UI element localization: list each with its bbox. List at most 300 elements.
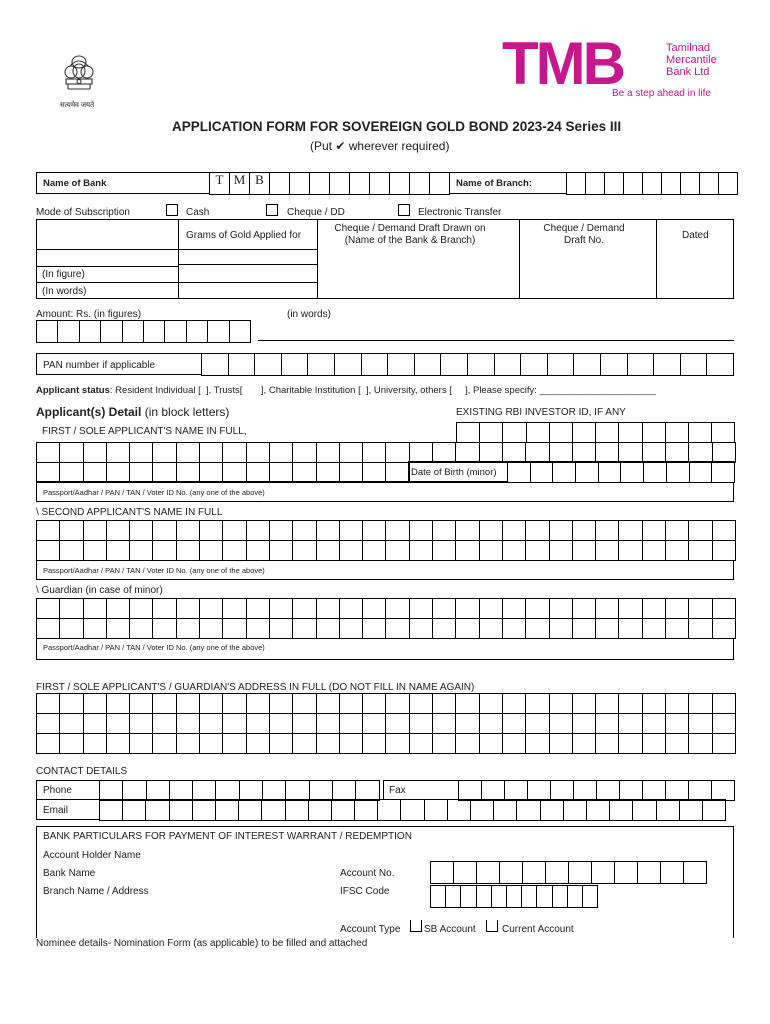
input-cell[interactable] bbox=[270, 462, 293, 482]
input-cell[interactable] bbox=[615, 862, 638, 884]
input-cell[interactable] bbox=[223, 734, 246, 754]
input-cell[interactable] bbox=[153, 443, 176, 463]
input-cell[interactable] bbox=[446, 886, 461, 908]
input-cell[interactable] bbox=[80, 321, 101, 343]
input-cell[interactable] bbox=[317, 694, 340, 714]
input-cell[interactable] bbox=[165, 321, 186, 343]
input-cell[interactable] bbox=[130, 521, 153, 541]
input-cell[interactable] bbox=[619, 541, 642, 561]
rbi-investor-id-grid[interactable] bbox=[456, 422, 735, 443]
input-cell[interactable] bbox=[308, 354, 335, 376]
input-cell[interactable] bbox=[240, 781, 263, 801]
input-cell[interactable] bbox=[666, 694, 689, 714]
input-cell[interactable] bbox=[666, 714, 689, 734]
input-cell[interactable] bbox=[526, 694, 549, 714]
input-cell[interactable] bbox=[526, 619, 549, 639]
input-cell[interactable] bbox=[130, 734, 153, 754]
input-cell[interactable] bbox=[643, 619, 666, 639]
input-cell[interactable] bbox=[719, 173, 738, 195]
input-cell[interactable] bbox=[340, 443, 363, 463]
input-cell[interactable] bbox=[522, 886, 537, 908]
input-cell[interactable] bbox=[247, 714, 270, 734]
input-cell[interactable] bbox=[503, 521, 526, 541]
current-account-checkbox[interactable] bbox=[486, 920, 498, 932]
input-cell[interactable] bbox=[503, 734, 526, 754]
input-cell[interactable] bbox=[363, 694, 386, 714]
input-cell[interactable] bbox=[624, 173, 643, 195]
input-cell[interactable] bbox=[282, 354, 309, 376]
input-cell[interactable] bbox=[666, 781, 689, 801]
input-cell[interactable] bbox=[527, 423, 550, 443]
input-cell[interactable] bbox=[459, 781, 482, 801]
input-cell[interactable] bbox=[293, 694, 316, 714]
input-cell[interactable] bbox=[573, 619, 596, 639]
input-cell[interactable] bbox=[574, 781, 597, 801]
input-cell[interactable] bbox=[37, 462, 60, 482]
input-cell[interactable] bbox=[712, 462, 735, 483]
input-cell[interactable] bbox=[123, 800, 146, 821]
input-cell[interactable] bbox=[386, 443, 409, 463]
input-cell[interactable] bbox=[223, 521, 246, 541]
input-cell[interactable] bbox=[550, 443, 573, 463]
input-cell[interactable] bbox=[689, 541, 712, 561]
input-cell[interactable] bbox=[482, 781, 505, 801]
input-cell[interactable] bbox=[247, 619, 270, 639]
input-cell[interactable] bbox=[457, 423, 480, 443]
input-cell[interactable] bbox=[37, 321, 58, 343]
input-cell[interactable] bbox=[433, 443, 456, 463]
address-grid[interactable] bbox=[36, 693, 736, 754]
input-cell[interactable] bbox=[107, 443, 130, 463]
input-cell[interactable] bbox=[84, 541, 107, 561]
input-cell[interactable] bbox=[317, 521, 340, 541]
account-no-grid[interactable] bbox=[430, 861, 707, 884]
input-cell[interactable] bbox=[480, 619, 503, 639]
input-cell[interactable] bbox=[230, 321, 251, 343]
input-cell[interactable] bbox=[666, 443, 689, 463]
input-cell[interactable] bbox=[666, 619, 689, 639]
input-cell[interactable] bbox=[643, 734, 666, 754]
input-cell[interactable] bbox=[553, 886, 568, 908]
input-cell[interactable] bbox=[601, 354, 628, 376]
input-cell[interactable] bbox=[503, 541, 526, 561]
input-cell[interactable] bbox=[508, 462, 531, 483]
input-cell[interactable] bbox=[553, 462, 576, 483]
input-cell[interactable] bbox=[433, 734, 456, 754]
input-cell[interactable] bbox=[255, 354, 282, 376]
input-cell[interactable] bbox=[247, 521, 270, 541]
input-cell[interactable] bbox=[216, 781, 239, 801]
input-cell[interactable] bbox=[410, 694, 433, 714]
input-cell[interactable] bbox=[666, 599, 689, 619]
input-cell[interactable] bbox=[177, 462, 200, 482]
input-cell[interactable] bbox=[60, 734, 83, 754]
input-cell[interactable] bbox=[386, 694, 409, 714]
input-cell[interactable] bbox=[84, 462, 107, 482]
input-cell[interactable] bbox=[703, 800, 726, 821]
input-cell[interactable] bbox=[333, 781, 356, 801]
input-cell[interactable] bbox=[317, 443, 340, 463]
input-cell[interactable] bbox=[293, 599, 316, 619]
input-cell[interactable] bbox=[37, 443, 60, 463]
input-cell[interactable] bbox=[177, 599, 200, 619]
input-cell[interactable] bbox=[177, 541, 200, 561]
input-cell[interactable] bbox=[638, 862, 661, 884]
input-cell[interactable] bbox=[170, 800, 193, 821]
input-cell[interactable] bbox=[84, 619, 107, 639]
first-applicant-name-grid-row2[interactable] bbox=[36, 462, 410, 482]
input-cell[interactable] bbox=[200, 714, 223, 734]
input-cell[interactable] bbox=[526, 714, 549, 734]
input-cell[interactable] bbox=[550, 734, 573, 754]
input-cell[interactable] bbox=[293, 443, 316, 463]
second-applicant-name-grid[interactable] bbox=[36, 520, 736, 561]
input-cell[interactable] bbox=[433, 714, 456, 734]
input-cell[interactable] bbox=[200, 694, 223, 714]
input-cell[interactable] bbox=[330, 173, 350, 195]
input-cell[interactable] bbox=[130, 599, 153, 619]
input-cell[interactable] bbox=[596, 734, 619, 754]
input-cell[interactable] bbox=[101, 321, 122, 343]
input-cell[interactable] bbox=[247, 734, 270, 754]
input-cell[interactable] bbox=[58, 321, 79, 343]
input-cell[interactable] bbox=[107, 599, 130, 619]
bank-code-cell[interactable]: B bbox=[250, 173, 270, 195]
input-cell[interactable] bbox=[153, 734, 176, 754]
input-cell[interactable] bbox=[208, 321, 229, 343]
input-cell[interactable] bbox=[500, 862, 523, 884]
input-cell[interactable] bbox=[107, 462, 130, 482]
input-cell[interactable] bbox=[431, 862, 454, 884]
input-cell[interactable] bbox=[643, 173, 662, 195]
input-cell[interactable] bbox=[662, 173, 681, 195]
input-cell[interactable] bbox=[573, 443, 596, 463]
input-cell[interactable] bbox=[619, 443, 642, 463]
input-cell[interactable] bbox=[573, 734, 596, 754]
input-cell[interactable] bbox=[471, 800, 494, 821]
input-cell[interactable] bbox=[456, 599, 479, 619]
input-cell[interactable] bbox=[270, 173, 290, 195]
input-cell[interactable] bbox=[340, 599, 363, 619]
input-cell[interactable] bbox=[247, 443, 270, 463]
input-cell[interactable] bbox=[680, 800, 703, 821]
input-cell[interactable] bbox=[568, 886, 583, 908]
input-cell[interactable] bbox=[270, 541, 293, 561]
input-cell[interactable] bbox=[480, 694, 503, 714]
input-cell[interactable] bbox=[309, 800, 332, 821]
branch-grid[interactable] bbox=[566, 172, 738, 195]
input-cell[interactable] bbox=[526, 541, 549, 561]
input-cell[interactable] bbox=[713, 694, 736, 714]
input-cell[interactable] bbox=[456, 694, 479, 714]
input-cell[interactable] bbox=[84, 599, 107, 619]
input-cell[interactable] bbox=[681, 173, 700, 195]
input-cell[interactable] bbox=[317, 714, 340, 734]
input-cell[interactable] bbox=[317, 462, 340, 482]
input-cell[interactable] bbox=[700, 173, 719, 195]
input-cell[interactable] bbox=[461, 886, 476, 908]
input-cell[interactable] bbox=[356, 781, 379, 801]
input-cell[interactable] bbox=[596, 714, 619, 734]
input-cell[interactable] bbox=[60, 521, 83, 541]
input-cell[interactable] bbox=[410, 541, 433, 561]
input-cell[interactable] bbox=[628, 354, 655, 376]
input-cell[interactable] bbox=[200, 599, 223, 619]
input-cell[interactable] bbox=[621, 462, 644, 483]
input-cell[interactable] bbox=[619, 734, 642, 754]
input-cell[interactable] bbox=[567, 173, 586, 195]
input-cell[interactable] bbox=[84, 714, 107, 734]
input-cell[interactable] bbox=[689, 734, 712, 754]
input-cell[interactable] bbox=[643, 521, 666, 541]
input-cell[interactable] bbox=[223, 619, 246, 639]
input-cell[interactable] bbox=[550, 714, 573, 734]
input-cell[interactable] bbox=[107, 619, 130, 639]
input-cell[interactable] bbox=[456, 619, 479, 639]
input-cell[interactable] bbox=[340, 694, 363, 714]
input-cell[interactable] bbox=[456, 734, 479, 754]
input-cell[interactable] bbox=[310, 173, 330, 195]
input-cell[interactable] bbox=[37, 541, 60, 561]
input-cell[interactable] bbox=[431, 886, 446, 908]
input-cell[interactable] bbox=[430, 173, 450, 195]
input-cell[interactable] bbox=[480, 521, 503, 541]
electronic-transfer-checkbox[interactable] bbox=[398, 204, 410, 216]
input-cell[interactable] bbox=[410, 443, 433, 463]
input-cell[interactable] bbox=[456, 714, 479, 734]
input-cell[interactable] bbox=[177, 734, 200, 754]
input-cell[interactable] bbox=[689, 521, 712, 541]
input-cell[interactable] bbox=[390, 173, 410, 195]
input-cell[interactable] bbox=[60, 443, 83, 463]
input-cell[interactable] bbox=[712, 423, 735, 443]
input-cell[interactable] bbox=[317, 599, 340, 619]
input-cell[interactable] bbox=[293, 734, 316, 754]
input-cell[interactable] bbox=[546, 862, 569, 884]
input-cell[interactable] bbox=[100, 800, 123, 821]
input-cell[interactable] bbox=[707, 354, 734, 376]
input-cell[interactable] bbox=[441, 354, 468, 376]
input-cell[interactable] bbox=[247, 462, 270, 482]
input-cell[interactable] bbox=[60, 619, 83, 639]
input-cell[interactable] bbox=[713, 443, 736, 463]
input-cell[interactable] bbox=[712, 781, 735, 801]
input-cell[interactable] bbox=[223, 443, 246, 463]
input-cell[interactable] bbox=[107, 541, 130, 561]
input-cell[interactable] bbox=[643, 541, 666, 561]
input-cell[interactable] bbox=[270, 443, 293, 463]
input-cell[interactable] bbox=[587, 800, 610, 821]
input-cell[interactable] bbox=[526, 599, 549, 619]
input-cell[interactable] bbox=[263, 781, 286, 801]
input-cell[interactable] bbox=[193, 781, 216, 801]
bank-code-cell[interactable]: T bbox=[210, 173, 230, 195]
input-cell[interactable] bbox=[644, 462, 667, 483]
input-cell[interactable] bbox=[177, 714, 200, 734]
input-cell[interactable] bbox=[270, 734, 293, 754]
input-cell[interactable] bbox=[456, 541, 479, 561]
input-cell[interactable] bbox=[270, 521, 293, 541]
input-cell[interactable] bbox=[666, 734, 689, 754]
input-cell[interactable] bbox=[477, 862, 500, 884]
input-cell[interactable] bbox=[177, 443, 200, 463]
input-cell[interactable] bbox=[386, 599, 409, 619]
input-cell[interactable] bbox=[448, 800, 471, 821]
input-cell[interactable] bbox=[37, 734, 60, 754]
input-cell[interactable] bbox=[573, 714, 596, 734]
input-cell[interactable] bbox=[596, 541, 619, 561]
input-cell[interactable] bbox=[386, 619, 409, 639]
input-cell[interactable] bbox=[619, 599, 642, 619]
input-cell[interactable] bbox=[286, 781, 309, 801]
input-cell[interactable] bbox=[107, 734, 130, 754]
input-cell[interactable] bbox=[177, 694, 200, 714]
input-cell[interactable] bbox=[410, 714, 433, 734]
input-cell[interactable] bbox=[177, 521, 200, 541]
input-cell[interactable] bbox=[526, 443, 549, 463]
input-cell[interactable] bbox=[583, 886, 598, 908]
input-cell[interactable] bbox=[37, 714, 60, 734]
input-cell[interactable] bbox=[503, 443, 526, 463]
input-cell[interactable] bbox=[223, 599, 246, 619]
input-cell[interactable] bbox=[689, 423, 712, 443]
input-cell[interactable] bbox=[480, 714, 503, 734]
input-cell[interactable] bbox=[340, 462, 363, 482]
input-cell[interactable] bbox=[177, 619, 200, 639]
input-cell[interactable] bbox=[550, 541, 573, 561]
input-cell[interactable] bbox=[363, 619, 386, 639]
input-cell[interactable] bbox=[456, 521, 479, 541]
input-cell[interactable] bbox=[586, 173, 605, 195]
input-cell[interactable] bbox=[433, 541, 456, 561]
input-cell[interactable] bbox=[340, 714, 363, 734]
input-cell[interactable] bbox=[599, 462, 622, 483]
input-cell[interactable] bbox=[689, 619, 712, 639]
input-cell[interactable] bbox=[689, 443, 712, 463]
input-cell[interactable] bbox=[619, 714, 642, 734]
input-cell[interactable] bbox=[550, 694, 573, 714]
pan-grid[interactable] bbox=[201, 353, 734, 376]
input-cell[interactable] bbox=[355, 800, 378, 821]
input-cell[interactable] bbox=[363, 714, 386, 734]
input-cell[interactable] bbox=[492, 886, 507, 908]
input-cell[interactable] bbox=[363, 443, 386, 463]
input-cell[interactable] bbox=[350, 173, 370, 195]
input-cell[interactable] bbox=[633, 800, 656, 821]
input-cell[interactable] bbox=[713, 541, 736, 561]
bank-code-cell[interactable]: M bbox=[230, 173, 250, 195]
input-cell[interactable] bbox=[507, 886, 522, 908]
input-cell[interactable] bbox=[130, 619, 153, 639]
input-cell[interactable] bbox=[480, 423, 503, 443]
input-cell[interactable] bbox=[503, 423, 526, 443]
input-cell[interactable] bbox=[153, 694, 176, 714]
input-cell[interactable] bbox=[503, 694, 526, 714]
input-cell[interactable] bbox=[643, 781, 666, 801]
input-cell[interactable] bbox=[153, 714, 176, 734]
input-cell[interactable] bbox=[262, 800, 285, 821]
input-cell[interactable] bbox=[200, 619, 223, 639]
input-cell[interactable] bbox=[550, 619, 573, 639]
input-cell[interactable] bbox=[363, 734, 386, 754]
input-cell[interactable] bbox=[433, 521, 456, 541]
input-cell[interactable] bbox=[363, 462, 386, 482]
input-cell[interactable] bbox=[123, 321, 144, 343]
input-cell[interactable] bbox=[223, 541, 246, 561]
amount-figures-grid[interactable] bbox=[36, 320, 251, 343]
input-cell[interactable] bbox=[147, 781, 170, 801]
input-cell[interactable] bbox=[541, 800, 564, 821]
input-cell[interactable] bbox=[573, 521, 596, 541]
input-cell[interactable] bbox=[293, 619, 316, 639]
input-cell[interactable] bbox=[526, 734, 549, 754]
input-cell[interactable] bbox=[433, 694, 456, 714]
dob-grid[interactable] bbox=[507, 461, 735, 483]
input-cell[interactable] bbox=[661, 862, 684, 884]
input-cell[interactable] bbox=[153, 521, 176, 541]
input-cell[interactable] bbox=[200, 521, 223, 541]
input-cell[interactable] bbox=[247, 541, 270, 561]
sb-account-checkbox[interactable] bbox=[410, 920, 422, 932]
input-cell[interactable] bbox=[643, 694, 666, 714]
input-cell[interactable] bbox=[270, 694, 293, 714]
input-cell[interactable] bbox=[153, 462, 176, 482]
input-cell[interactable] bbox=[153, 619, 176, 639]
input-cell[interactable] bbox=[386, 462, 409, 482]
input-cell[interactable] bbox=[388, 354, 415, 376]
input-cell[interactable] bbox=[60, 541, 83, 561]
input-cell[interactable] bbox=[317, 734, 340, 754]
input-cell[interactable] bbox=[107, 714, 130, 734]
input-cell[interactable] bbox=[200, 541, 223, 561]
guardian-name-grid[interactable] bbox=[36, 598, 736, 639]
input-cell[interactable] bbox=[681, 354, 708, 376]
input-cell[interactable] bbox=[610, 800, 633, 821]
input-cell[interactable] bbox=[270, 599, 293, 619]
input-cell[interactable] bbox=[713, 521, 736, 541]
input-cell[interactable] bbox=[340, 734, 363, 754]
input-cell[interactable] bbox=[223, 714, 246, 734]
input-cell[interactable] bbox=[550, 599, 573, 619]
input-cell[interactable] bbox=[666, 541, 689, 561]
phone-grid[interactable] bbox=[99, 780, 380, 801]
cash-checkbox[interactable] bbox=[166, 204, 178, 216]
input-cell[interactable] bbox=[494, 800, 517, 821]
input-cell[interactable] bbox=[573, 694, 596, 714]
input-cell[interactable] bbox=[480, 599, 503, 619]
input-cell[interactable] bbox=[550, 423, 573, 443]
input-cell[interactable] bbox=[200, 734, 223, 754]
input-cell[interactable] bbox=[202, 354, 229, 376]
input-cell[interactable] bbox=[37, 694, 60, 714]
input-cell[interactable] bbox=[574, 354, 601, 376]
input-cell[interactable] bbox=[200, 443, 223, 463]
fax-grid[interactable] bbox=[458, 780, 735, 801]
input-cell[interactable] bbox=[340, 541, 363, 561]
input-cell[interactable] bbox=[596, 423, 619, 443]
input-cell[interactable] bbox=[605, 173, 624, 195]
input-cell[interactable] bbox=[401, 800, 424, 821]
input-cell[interactable] bbox=[130, 443, 153, 463]
input-cell[interactable] bbox=[60, 694, 83, 714]
input-cell[interactable] bbox=[340, 619, 363, 639]
input-cell[interactable] bbox=[216, 800, 239, 821]
input-cell[interactable] bbox=[666, 423, 689, 443]
input-cell[interactable] bbox=[531, 462, 554, 483]
input-cell[interactable] bbox=[666, 521, 689, 541]
input-cell[interactable] bbox=[363, 541, 386, 561]
input-cell[interactable] bbox=[107, 694, 130, 714]
